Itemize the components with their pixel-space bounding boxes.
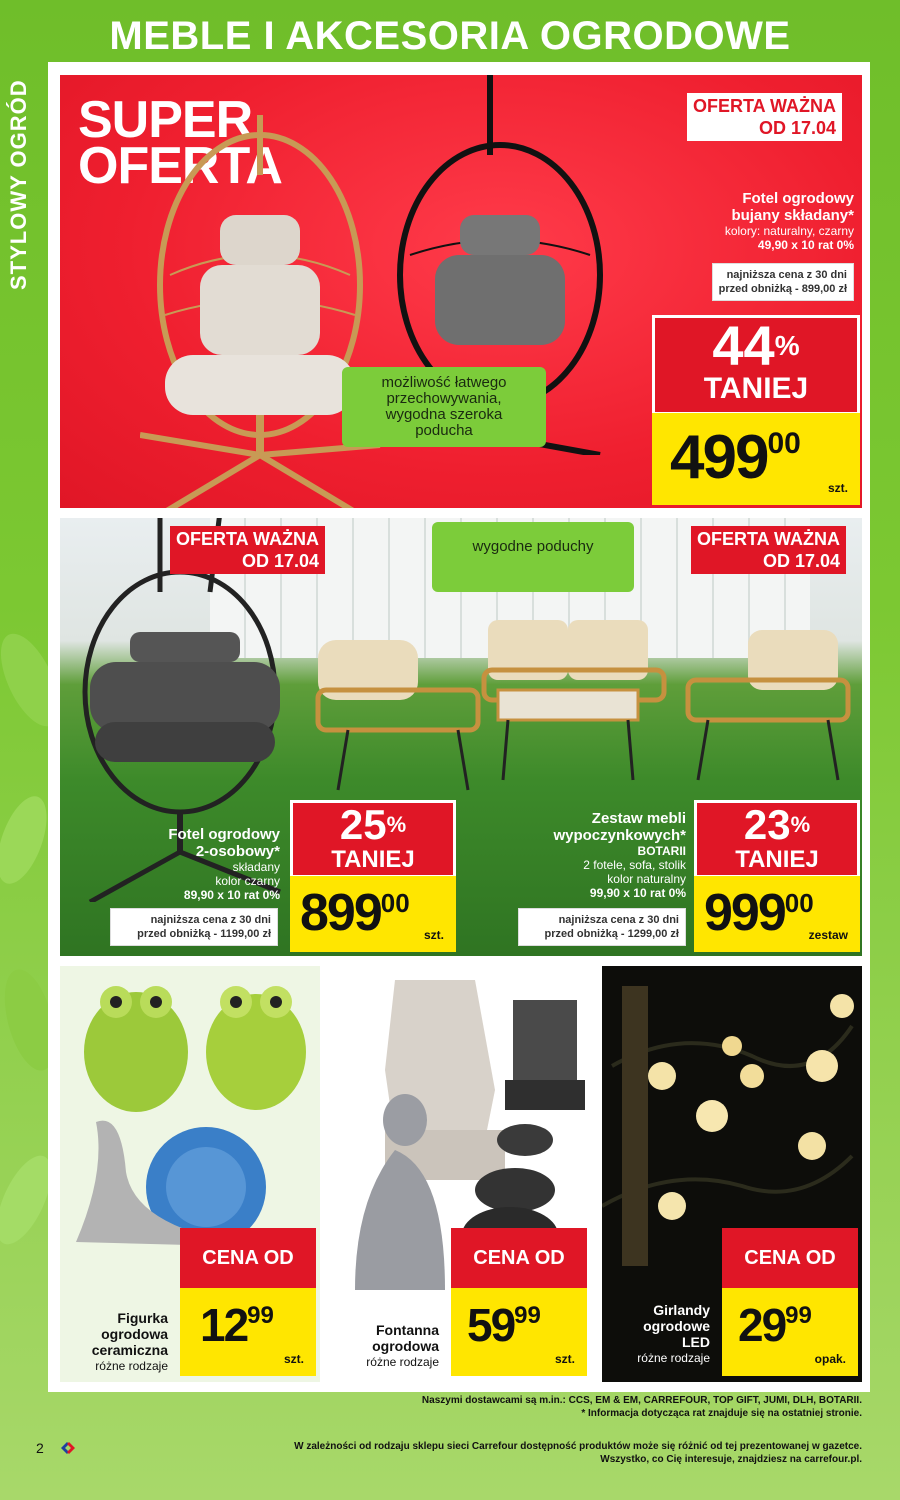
card1-detail: różne rodzaje [95,1359,168,1373]
callout-line4: poducha [415,422,473,439]
card3-price-tag [722,1288,858,1376]
right-product-detail2: 2 fotele, sofa, stolik [583,858,686,872]
section-side-label: STYLOWY OGRÓD [6,79,31,291]
card2-name-line2: ogrodowa [372,1338,439,1354]
card1-name-line2: ogrodowa [101,1326,168,1342]
left-discount-symbol: % [386,812,407,837]
garden-offer-panel [60,518,862,956]
left-price-unit: szt. [423,928,444,942]
card1-name-line1: Figurka [117,1310,168,1326]
card1-price-decimal: 99 [247,1302,274,1329]
left-discount-label: TANIEJ [331,846,415,873]
availability-note [162,1440,862,1466]
card-fountain [331,966,591,1382]
discount-symbol: % [774,330,800,361]
callout-line2: przechowywania, [386,390,502,407]
right-product-detail3: kolor naturalny [607,872,686,886]
left-product-detail1: składany [232,860,280,874]
card3-text [606,1302,710,1366]
right-discount-symbol: % [790,812,811,837]
price-decimal: 00 [767,427,801,460]
left-price-tag [290,876,456,952]
super-label-line1: SUPER [78,91,253,149]
right-lowest-line1: najniższa cena z 30 dni [558,914,679,926]
left-product-name-line2: 2-osobowy* [195,843,280,860]
right-price-integer: 999 [704,884,785,942]
product-installment: 49,90 x 10 rat 0% [757,238,854,252]
card2-cena-od: CENA OD [451,1228,587,1288]
left-lowest-price-note [110,908,278,946]
offer-valid-badge [687,93,842,141]
discount-label: TANIEJ [703,372,809,405]
right-offer-valid-badge [691,526,846,574]
right-lowest-price-note [518,908,686,946]
hanging-chair-natural-image [140,115,400,508]
hero-offer-panel [60,75,862,508]
cushions-callout: wygodne poduchy [432,522,634,592]
offer-valid-line1: OFERTA WAŻNA [693,96,836,116]
right-product-installment: 99,90 x 10 rat 0% [589,886,686,900]
suppliers-note [262,1394,862,1420]
product-name-line2: bujany składany* [731,207,854,224]
right-product-info [500,810,686,900]
lowest-price-note [712,263,854,301]
suppliers-text: Naszymi dostawcami są m.in.: CCS, EM & EM, CARREFOUR, TOP GIFT, JUMI, DLH, BOTARII. [421,1395,862,1406]
right-discount-value: 23 [743,801,791,848]
card3-name-line3: LED [682,1334,710,1350]
card-led-garland [602,966,862,1382]
led-garland-image [602,966,862,1266]
right-discount-label: TANIEJ [735,846,819,873]
price-tag [652,413,860,505]
card2-name-line1: Fontanna [376,1322,439,1338]
lowest-price-line1: najniższa cena z 30 dni [726,269,847,281]
card3-price-unit: opak. [814,1352,846,1366]
card2-text [335,1322,439,1370]
card1-price-unit: szt. [283,1352,304,1366]
product-colors: kolory: naturalny, czarny [724,224,854,238]
left-lowest-line1: najniższa cena z 30 dni [150,914,271,926]
right-product-name-line1: Zestaw mebli [591,810,686,827]
right-discount-badge [694,800,860,878]
card2-detail: różne rodzaje [366,1355,439,1369]
offer-valid-line2: OD 17.04 [758,118,836,138]
left-valid-line1: OFERTA WAŻNA [176,529,319,549]
discount-value: 44 [712,314,775,377]
right-product-detail1: BOTARII [637,844,686,858]
price-unit: szt. [827,481,848,495]
page-title: MEBLE I AKCESORIA OGRODOWE [109,14,791,58]
website-text: Wszystko, co Cię interesuje, znajdziesz na carrefour.pl. [600,1454,862,1465]
left-price-decimal: 00 [380,888,410,918]
card-figurine [60,966,320,1382]
discount-badge [652,315,860,415]
left-product-installment: 89,90 x 10 rat 0% [183,888,280,902]
card1-price-tag [180,1288,316,1376]
right-price-decimal: 00 [784,888,814,918]
card1-price-integer: 12 [200,1299,248,1351]
card1-text [70,1310,168,1374]
card3-detail: różne rodzaje [637,1351,710,1365]
hero-product-info [725,190,854,252]
left-valid-line2: OD 17.04 [241,551,319,571]
installment-note: * Informacja dotycząca rat znajduje się na ostatniej stronie. [581,1408,862,1419]
card3-name-line2: ogrodowe [643,1318,710,1334]
left-price-integer: 899 [300,884,381,942]
right-lowest-line2: przed obniżką - 1299,00 zł [544,928,679,940]
right-valid-line1: OFERTA WAŻNA [697,529,840,549]
rattan-furniture-set-image [308,610,858,810]
card3-price-decimal: 99 [785,1302,812,1329]
card2-price-integer: 59 [467,1299,515,1351]
left-discount-value: 25 [339,801,387,848]
right-product-name-line2: wypoczynkowych* [553,827,686,844]
callout-line3: wygodna szeroka [385,406,503,423]
frog-snail-figurines-image [66,972,316,1272]
card2-price-unit: szt. [554,1352,575,1366]
right-price-unit: zestaw [808,928,848,942]
availability-text: W zależności od rodzaju sklepu sieci Carrefour dostępność produktów może się różnić od tej prezentowanej w gazetce. [294,1441,862,1452]
carrefour-logo-icon [58,1440,78,1456]
left-lowest-line2: przed obniżką - 1199,00 zł [137,928,271,940]
callout-line1: możliwość łatwego [381,374,507,391]
page-number: 2 [36,1440,44,1456]
lowest-price-line2: przed obniżką - 899,00 zł [718,283,847,295]
card1-name-line3: ceramiczna [91,1342,168,1358]
price-integer: 499 [670,423,768,492]
super-label-line2: OFERTA [78,137,282,195]
card3-price-integer: 29 [738,1299,786,1351]
feature-callout [342,367,546,447]
card3-name-line1: Girlandy [653,1302,710,1318]
right-valid-line2: OD 17.04 [762,551,840,571]
card1-cena-od: CENA OD [180,1228,316,1288]
left-discount-badge [290,800,456,878]
right-price-tag [694,876,860,952]
card2-price-tag [451,1288,587,1376]
left-product-name-line1: Fotel ogrodowy [168,826,280,843]
left-product-info [108,826,280,902]
card3-cena-od: CENA OD [722,1228,858,1288]
product-name-line1: Fotel ogrodowy [742,190,854,207]
left-offer-valid-badge [170,526,325,574]
card2-price-decimal: 99 [514,1302,541,1329]
left-product-detail2: kolor czarny [215,874,280,888]
